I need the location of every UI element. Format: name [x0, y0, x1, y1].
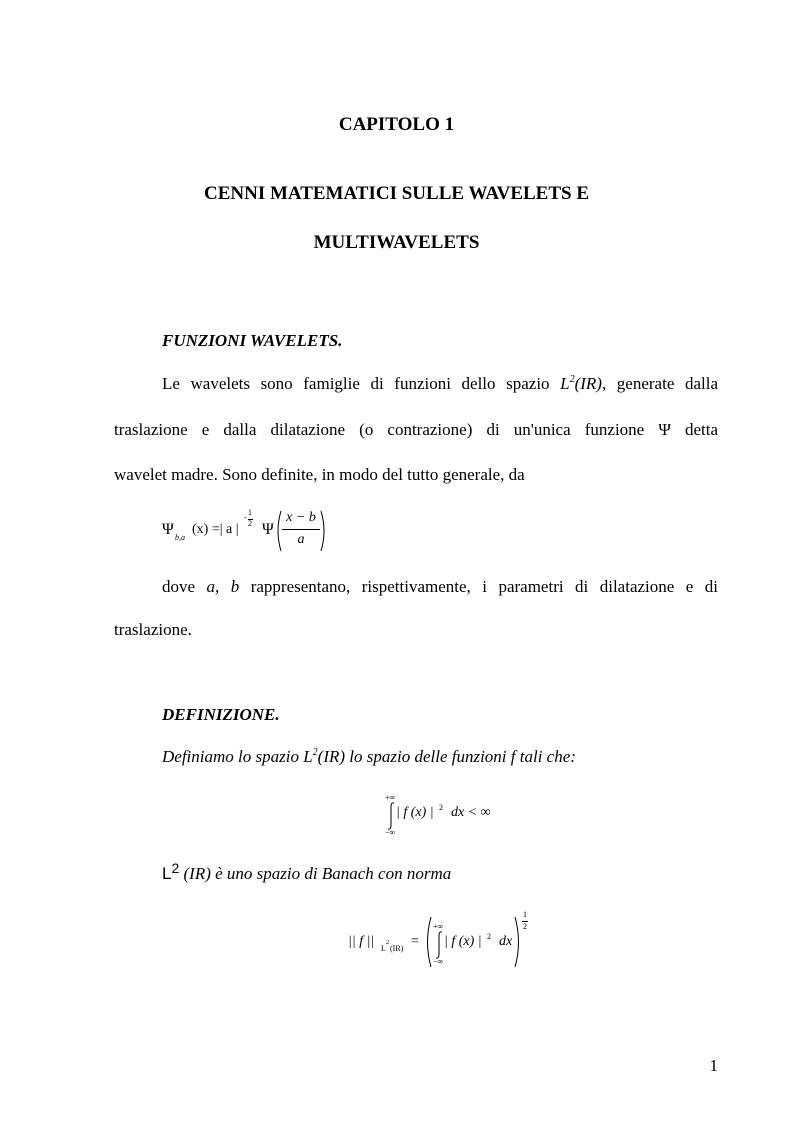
paragraph-line-4: dove a, b rappresentano, rispettivamente, i parametri di dilatazione e di	[162, 577, 719, 596]
section-heading-funzioni-wavelets: FUNZIONI WAVELETS.	[162, 331, 343, 350]
definition-line: Definiamo lo spazio $L^2(IR)$ lo spazio delle funzioni f tali che:	[162, 747, 576, 766]
chapter-title-line-2: MULTIWAVELETS	[313, 232, 480, 253]
chapter-title-line-1: CENNI MATEMATICI SULLE WAVELETS E	[203, 183, 590, 204]
paragraph-line-3: wavelet madre. Sono definite, in modo del tutto generale, da	[114, 465, 525, 484]
section-heading-definizione: DEFINIZIONE.	[162, 705, 280, 724]
integral-sign-icon	[434, 931, 444, 959]
norm-formula: || f || L 2 (IR) = +∞ −∞ | f (x) | 2 dx 1 2	[348, 910, 527, 966]
integral-sign-icon	[386, 802, 396, 830]
paragraph-line-5: traslazione.	[114, 620, 192, 639]
paragraph-line-2: traslazione e dalla dilatazione (o contrazione) di un'unica funzione Ψ detta	[114, 420, 718, 439]
left-paren-icon	[423, 916, 432, 968]
right-paren-icon	[320, 510, 328, 552]
right-paren-icon	[514, 916, 523, 968]
paragraph-line-1: Le wavelets sono famiglie di funzioni dello spazio $L^2(IR)$, generate dalla	[162, 374, 718, 393]
chapter-heading: CAPITOLO 1	[338, 114, 455, 135]
page-number: 1	[709, 1056, 718, 1075]
left-paren-icon	[274, 510, 282, 552]
wavelet-formula: Ψ b,a (x) =| a | - 1 2 Ψ x − b a	[162, 508, 342, 554]
banach-line: $L^2$ (IR) è uno spazio di Banach con norma	[162, 860, 452, 883]
integral-formula: +∞ −∞ | f (x) | 2 dx < ∞	[385, 793, 491, 837]
